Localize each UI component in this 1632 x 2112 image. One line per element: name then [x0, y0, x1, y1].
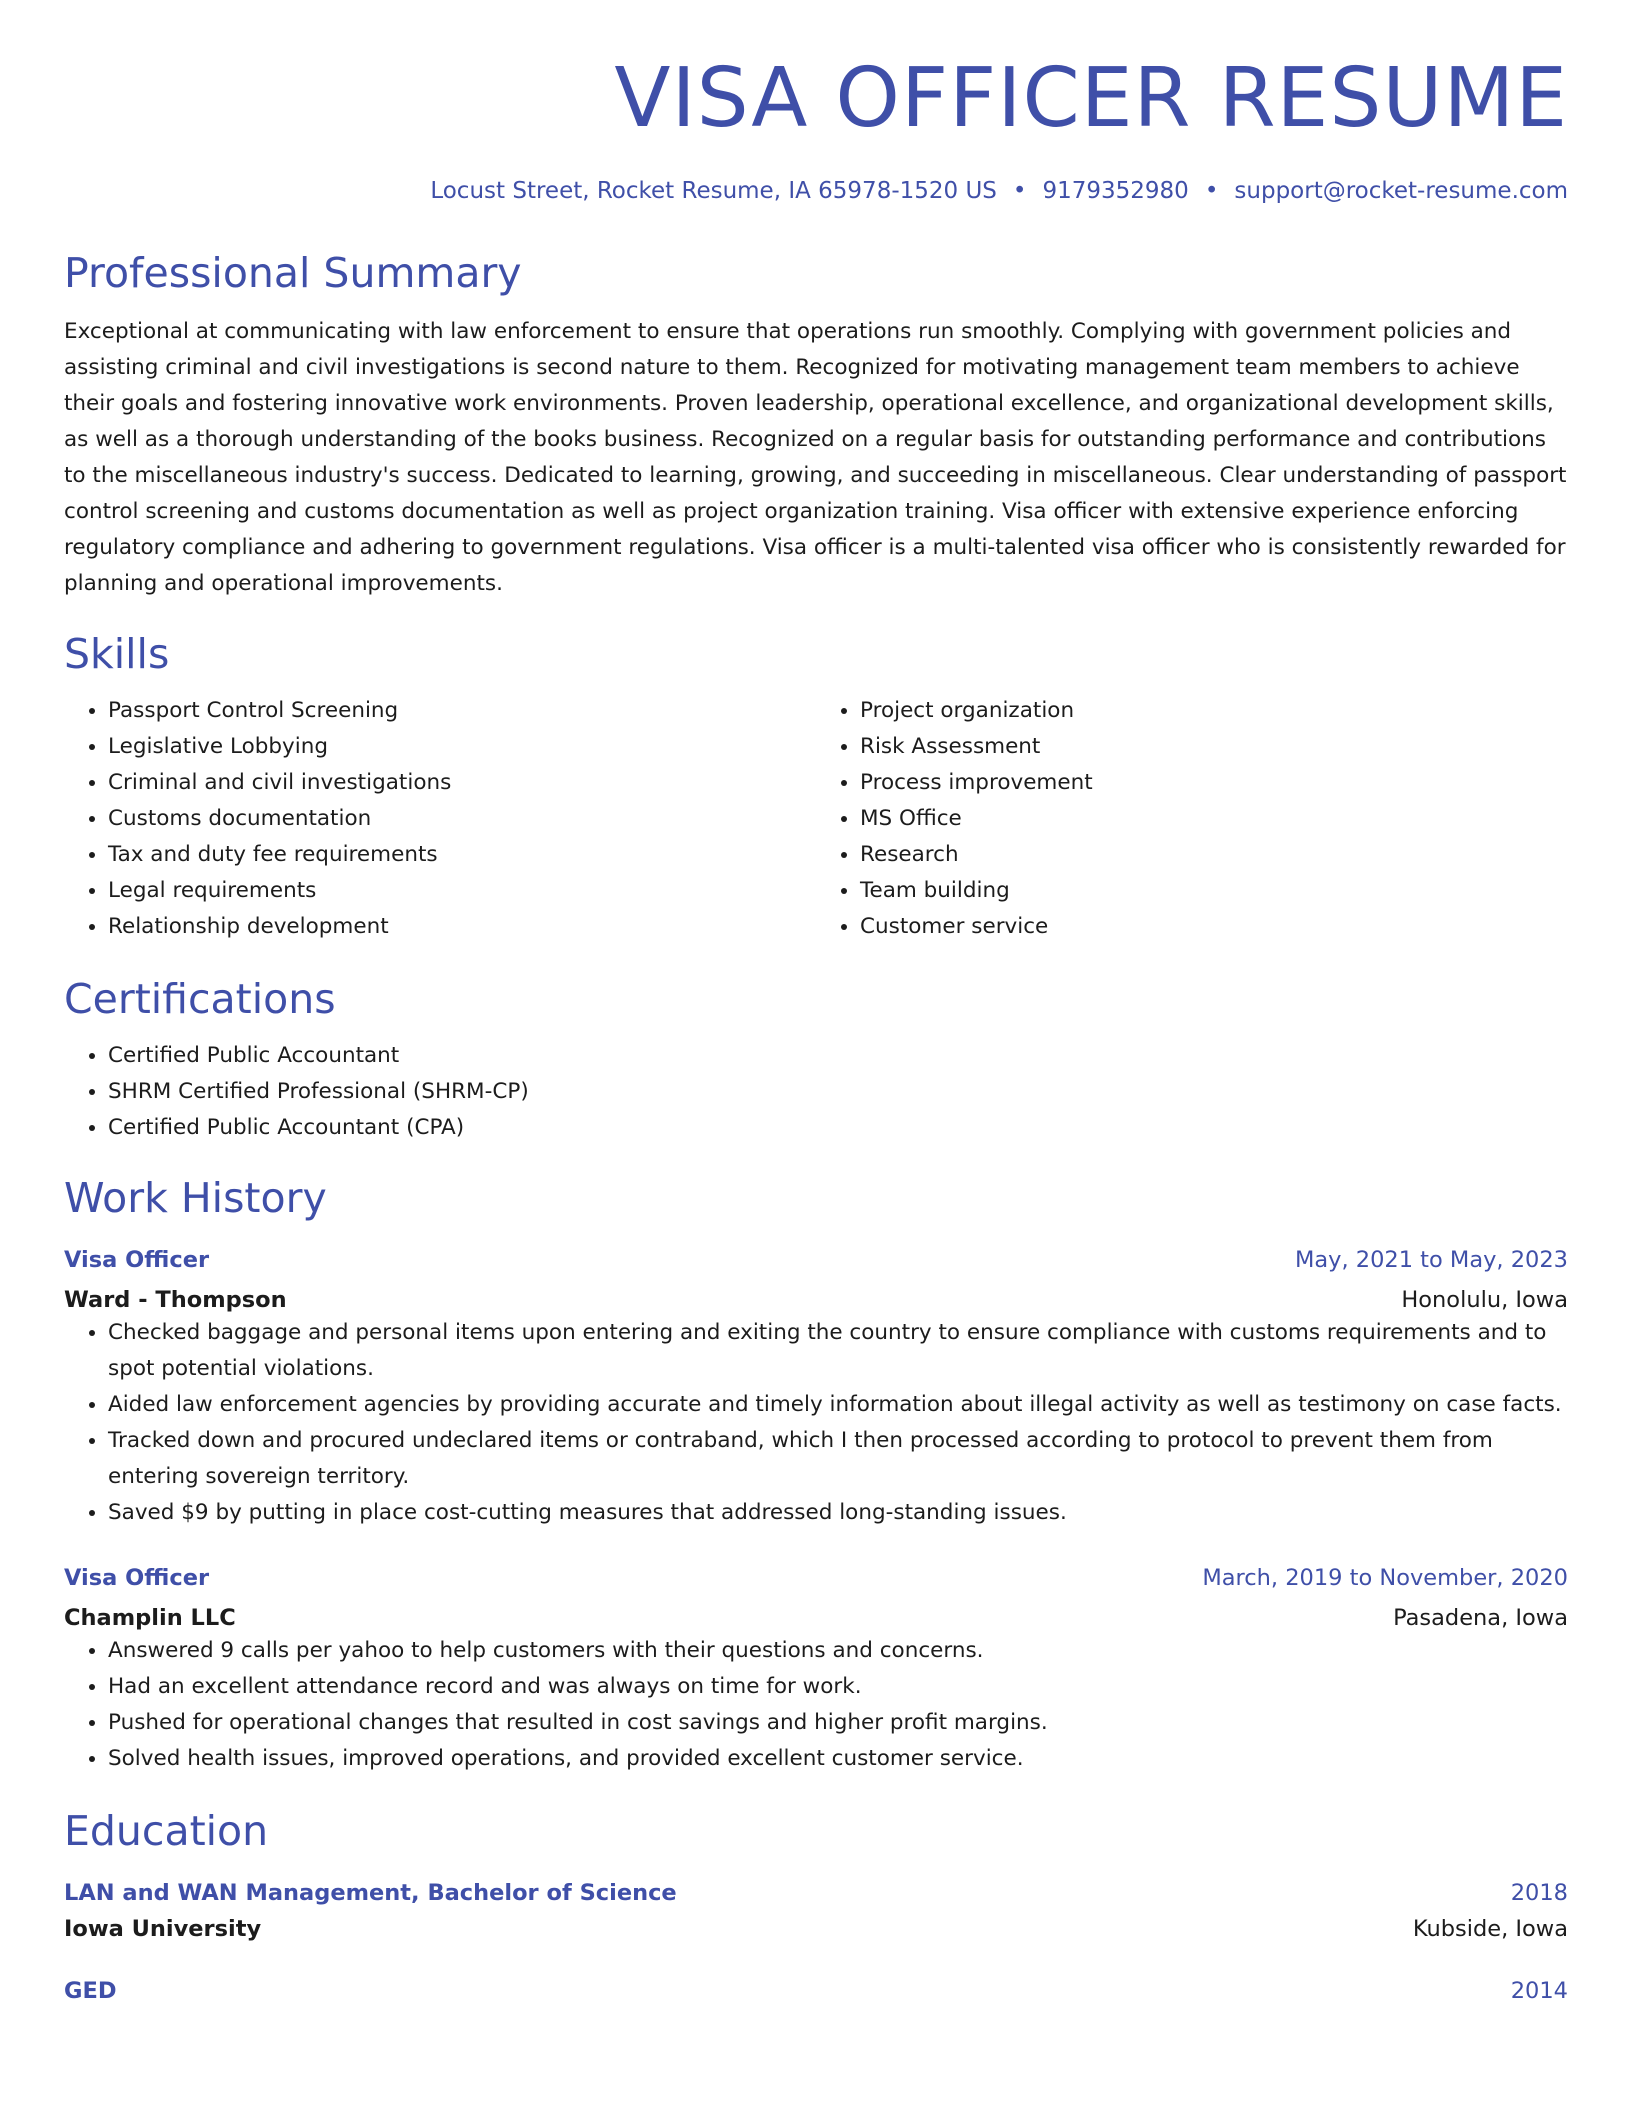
skill-item: • Research — [860, 837, 1568, 873]
job-bullet: • Checked baggage and personal items upon entering and exiting the country to ensure compliance with customs requirements and to spot potential violations. — [108, 1315, 1568, 1387]
section-title-work-history: Work History — [64, 1174, 327, 1223]
education-entry — [64, 1878, 1568, 1944]
job-entry — [64, 1563, 1568, 1777]
education-year: 2018 — [1510, 1880, 1568, 1907]
job-bullet: • Aided law enforcement agencies by providing accurate and timely information about illegal activity as well as testimony on case facts. — [108, 1387, 1568, 1423]
contact-separator: • — [1204, 178, 1219, 204]
skill-item: • Project organization — [860, 693, 1568, 729]
skill-item: • Relationship development — [108, 909, 816, 945]
education-degree: GED — [64, 1978, 117, 2005]
section-title-skills: Skills — [64, 630, 170, 679]
job-subheader — [64, 1603, 1568, 1633]
skills-list-left — [64, 693, 816, 945]
contact-line — [64, 178, 1568, 204]
skill-item: • Criminal and civil investigations — [108, 765, 816, 801]
education-header — [64, 1878, 1568, 1908]
contact-phone: 9179352980 — [1042, 178, 1189, 204]
skill-item: • Legislative Lobbying — [108, 729, 816, 765]
skills-column-right — [816, 693, 1568, 945]
job-location: Pasadena, Iowa — [1393, 1605, 1568, 1632]
job-bullet: • Had an excellent attendance record and was always on time for work. — [108, 1669, 1568, 1705]
education-degree: LAN and WAN Management, Bachelor of Science — [64, 1880, 677, 1907]
skill-item: • Legal requirements — [108, 873, 816, 909]
job-bullet: • Pushed for operational changes that resulted in cost savings and higher profit margins. — [108, 1705, 1568, 1741]
summary-text: Exceptional at communicating with law enforcement to ensure that operations run smoothly. Complying with government policies and assisting criminal and civil investigations is second nature to them. Recognized for motivating management team members to achieve their goals and fostering innovative work environments. Proven leadership, operational excellence, and organizational development skills, as well as a thorough understanding of the books business. Recognized on a regular basis for outstanding performance and contributions to the miscellaneous industry's success. Dedicated to learning, growing, and succeeding in miscellaneous. Clear understanding of passport control screening and customs documentation as well as project organization training. Visa officer with extensive experience enforcing regulatory compliance and adhering to government regulations. Visa officer is a multi-talented visa officer who is consistently rewarded for planning and operational improvements. — [64, 319, 1567, 597]
certification-item: • Certified Public Accountant (CPA) — [108, 1110, 1568, 1146]
contact-email: support@rocket-resume.com — [1234, 178, 1568, 204]
skill-item: • Customer service — [860, 909, 1568, 945]
summary-section — [64, 251, 1568, 602]
contact-address: Locust Street, Rocket Resume, IA 65978-1520 US — [430, 178, 997, 204]
certifications-section — [64, 977, 1568, 1146]
job-entry — [64, 1245, 1568, 1531]
certification-item: • SHRM Certified Professional (SHRM-CP) — [108, 1074, 1568, 1110]
certification-item: • Certified Public Accountant — [108, 1038, 1568, 1074]
section-title-education: Education — [64, 1807, 269, 1856]
education-entry — [64, 1976, 1568, 2006]
skill-item: • Process improvement — [860, 765, 1568, 801]
job-bullet: • Answered 9 calls per yahoo to help customers with their questions and concerns. — [108, 1633, 1568, 1669]
job-company: Ward - Thompson — [64, 1287, 287, 1314]
skill-item: • MS Office — [860, 801, 1568, 837]
job-bullets — [64, 1315, 1568, 1531]
education-header — [64, 1976, 1568, 2006]
job-location: Honolulu, Iowa — [1401, 1287, 1568, 1314]
skills-column-left — [64, 693, 816, 945]
job-bullet: • Saved $9 by putting in place cost-cutting measures that addressed long-standing issues. — [108, 1495, 1568, 1531]
education-section — [64, 1809, 1568, 2006]
job-bullets — [64, 1633, 1568, 1777]
skills-columns — [64, 693, 1568, 945]
job-bullet: • Tracked down and procured undeclared items or contraband, which I then processed according to protocol to prevent them from entering sovereign territory. — [108, 1423, 1568, 1495]
job-role: Visa Officer — [64, 1565, 210, 1592]
skill-item: • Tax and duty fee requirements — [108, 837, 816, 873]
skill-item: • Team building — [860, 873, 1568, 909]
section-title-certifications: Certifications — [64, 975, 336, 1024]
skill-item: • Passport Control Screening — [108, 693, 816, 729]
resume-title: VISA OFFICER RESUME — [614, 51, 1568, 146]
education-year: 2014 — [1510, 1978, 1568, 2005]
skills-list-right — [816, 693, 1568, 945]
section-title-summary: Professional Summary — [64, 249, 522, 297]
education-school: Iowa University — [64, 1916, 262, 1943]
contact-separator: • — [1012, 178, 1027, 204]
education-location: Kubside, Iowa — [1412, 1916, 1568, 1943]
skill-item: • Risk Assessment — [860, 729, 1568, 765]
job-subheader — [64, 1285, 1568, 1315]
job-dates: March, 2019 to November, 2020 — [1202, 1565, 1568, 1592]
job-header — [64, 1245, 1568, 1275]
certifications-list — [64, 1038, 1568, 1146]
job-header — [64, 1563, 1568, 1593]
skill-item: • Customs documentation — [108, 801, 816, 837]
job-company: Champlin LLC — [64, 1605, 236, 1632]
skills-section — [64, 632, 1568, 945]
job-role: Visa Officer — [64, 1247, 210, 1274]
job-dates: May, 2021 to May, 2023 — [1294, 1247, 1568, 1274]
work-history-section — [64, 1176, 1568, 1777]
job-bullet: • Solved health issues, improved operations, and provided excellent customer service. — [108, 1741, 1568, 1777]
education-subheader — [64, 1914, 1568, 1944]
